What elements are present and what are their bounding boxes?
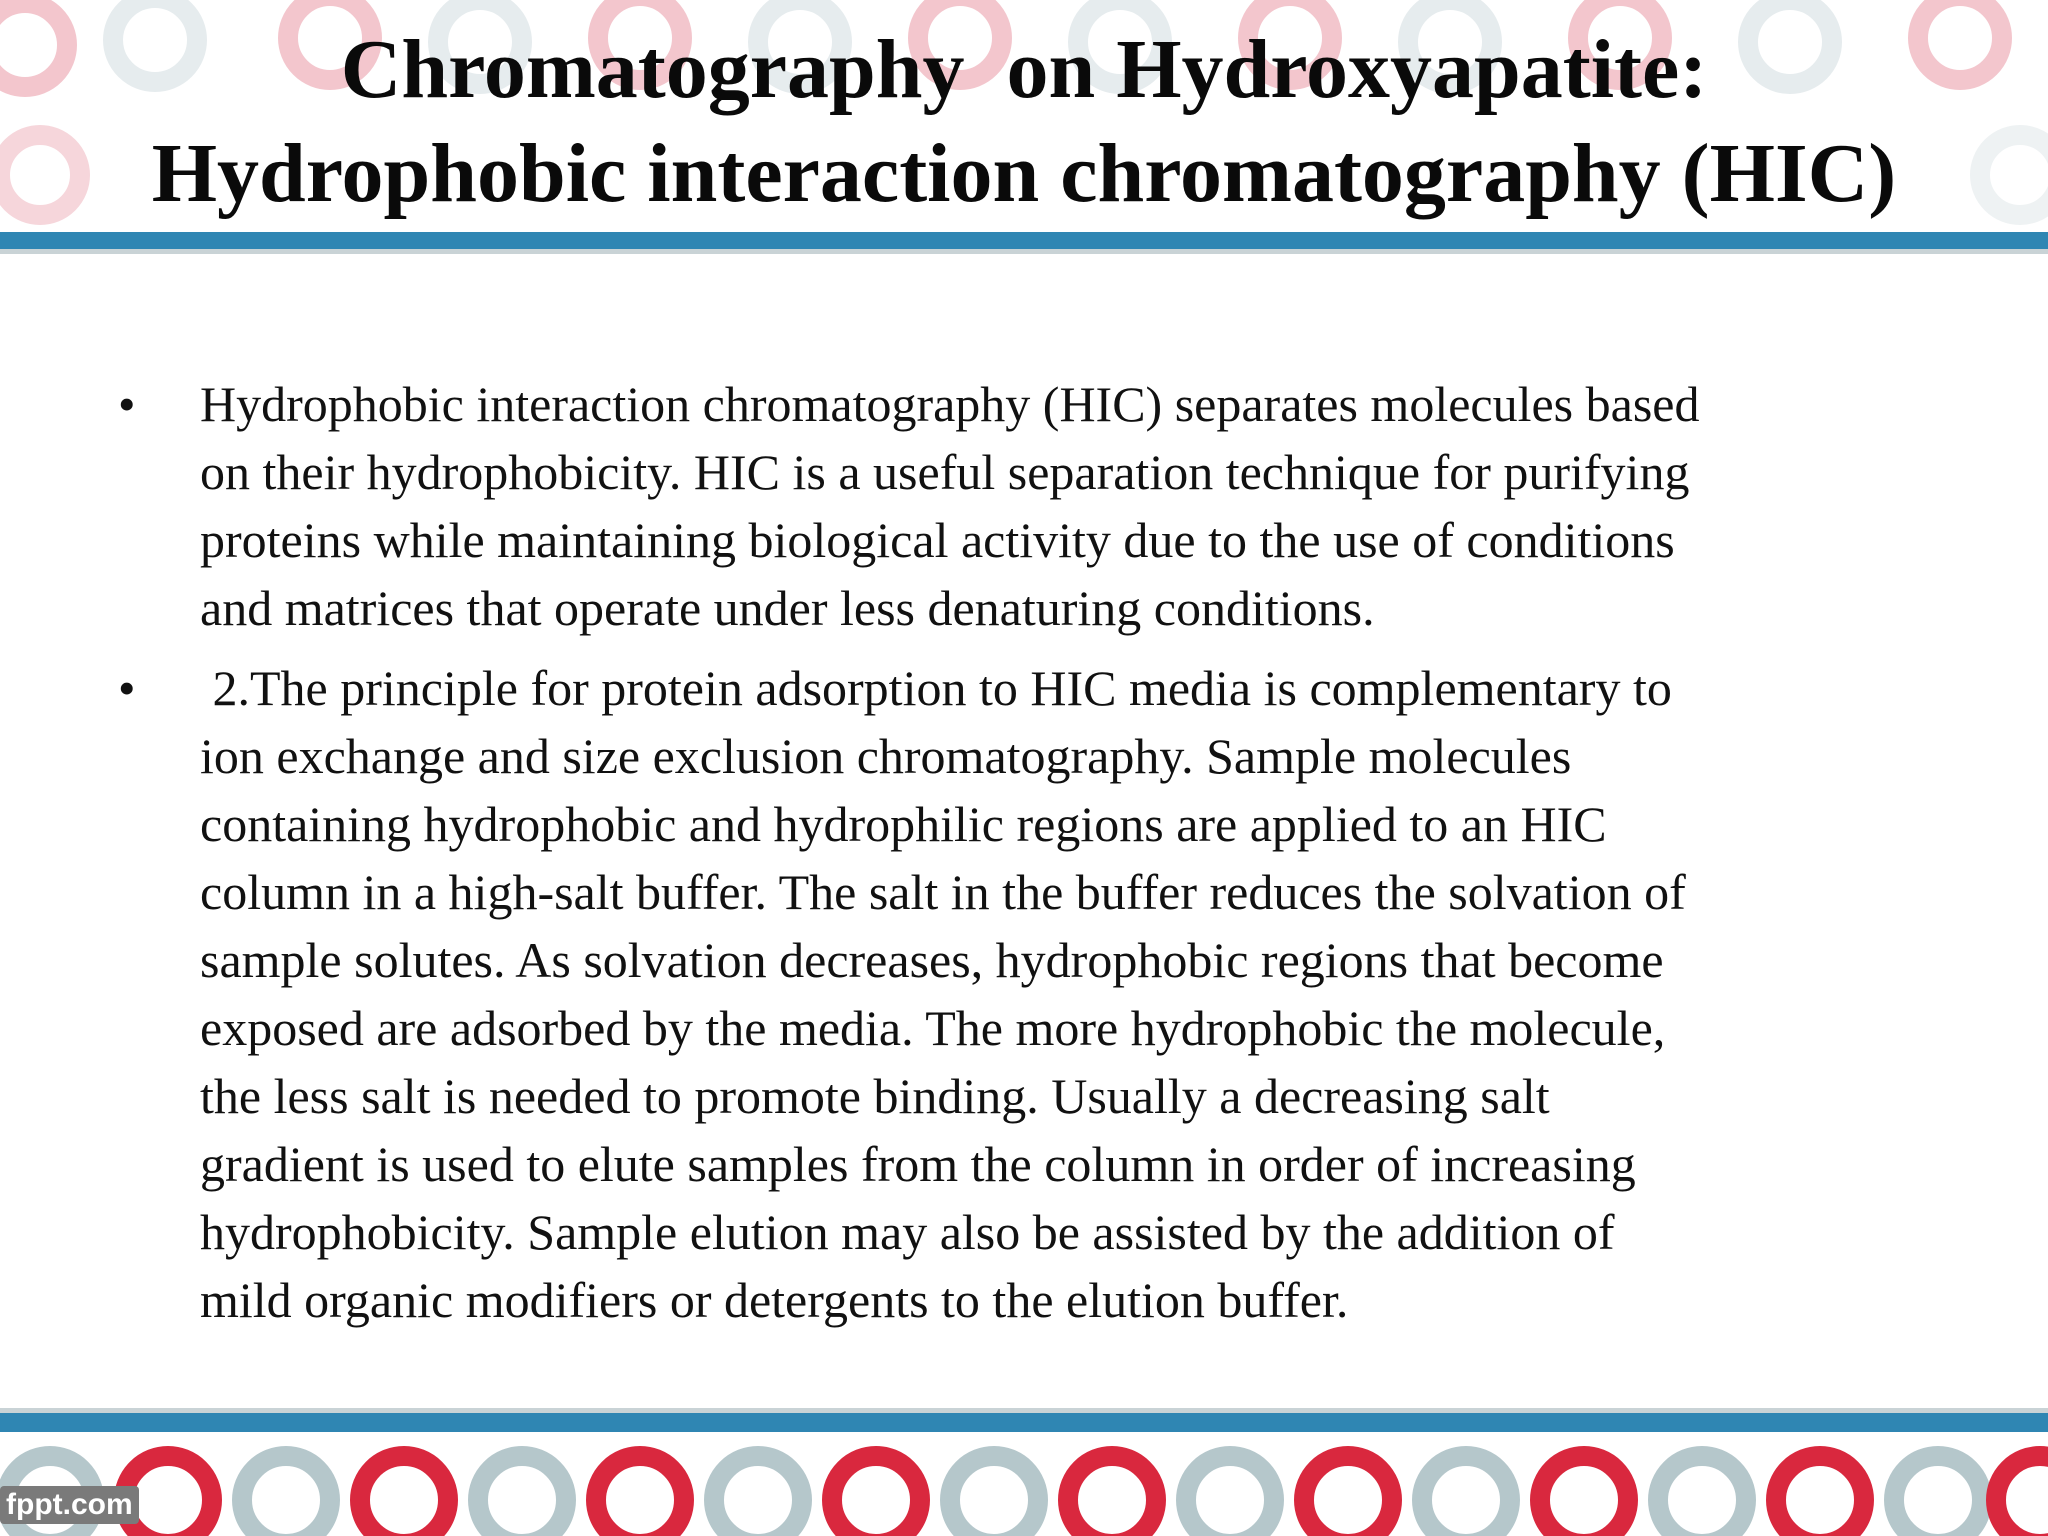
bullet-line: ion exchange and size exclusion chromatography. Sample molecules	[200, 728, 1572, 784]
bullet-list	[118, 370, 1918, 1346]
bullet-marker: •	[118, 660, 136, 716]
title-line: Chromatography on Hydroxyapatite:	[340, 23, 1708, 116]
bullet-line: sample solutes. As solvation decreases, hydrophobic regions that become	[200, 932, 1664, 988]
bullet-marker: •	[118, 376, 136, 432]
bullet-line: mild organic modifiers or detergents to the elution buffer.	[200, 1272, 1349, 1328]
bullet-line: the less salt is needed to promote binding. Usually a decreasing salt	[200, 1068, 1550, 1124]
bullet-line: on their hydrophobicity. HIC is a useful separation technique for purifying	[200, 444, 1690, 500]
bullet-line: containing hydrophobic and hydrophilic regions are applied to an HIC	[200, 796, 1607, 852]
bottom-ring-pattern	[6, 1456, 2048, 1536]
title-line: Hydrophobic interaction chromatography (HIC)	[151, 127, 1897, 220]
bullet-line: column in a high-salt buffer. The salt in the buffer reduces the solvation of	[200, 864, 1686, 920]
bullet-line: Hydrophobic interaction chromatography (HIC) separates molecules based	[200, 376, 1700, 432]
bullet-line: proteins while maintaining biological activity due to the use of conditions	[200, 512, 1675, 568]
bullet-line: 2.The principle for protein adsorption to HIC media is complementary to	[200, 660, 1672, 716]
bullet-item	[118, 654, 1918, 1334]
slide-title	[0, 18, 2048, 226]
fppt-watermark: fppt.com	[0, 1486, 139, 1524]
top-blue-stripe	[0, 232, 2048, 249]
bullet-line: exposed are adsorbed by the media. The more hydrophobic the molecule,	[200, 1000, 1666, 1056]
top-grey-stripe	[0, 249, 2048, 254]
bullet-line: and matrices that operate under less denaturing conditions.	[200, 580, 1375, 636]
bullet-item	[118, 370, 1918, 642]
bullet-line: gradient is used to elute samples from the column in order of increasing	[200, 1136, 1636, 1192]
bullet-line: hydrophobicity. Sample elution may also be assisted by the addition of	[200, 1204, 1615, 1260]
bottom-ring-decoration	[0, 1400, 2048, 1536]
